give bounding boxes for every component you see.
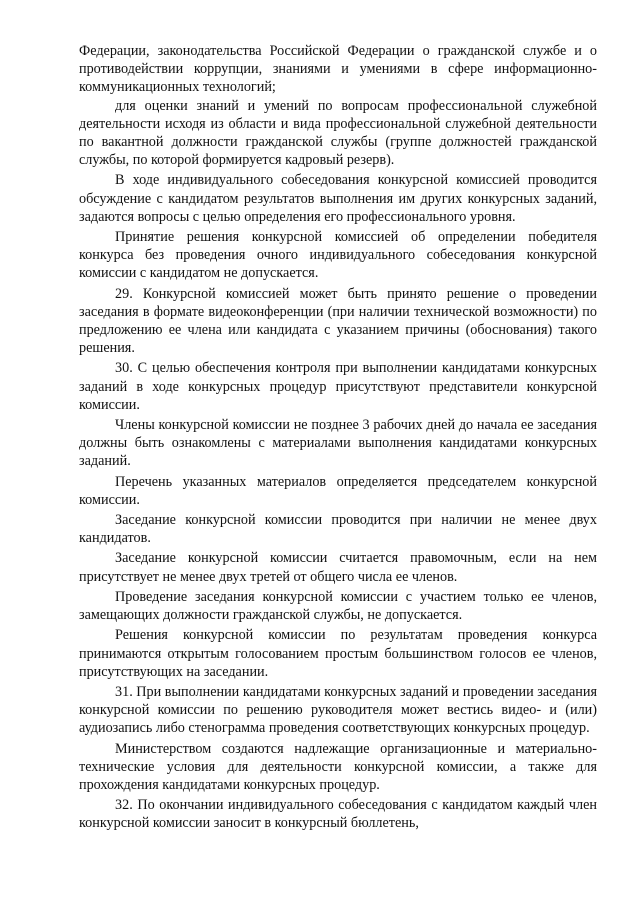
paragraph: Решения конкурсной комиссии по результатам проведения конкурса принимаются открытым голосованием простым большинством голосов ее членов, присутствующих на заседании. (79, 627, 597, 680)
paragraph: Принятие решения конкурсной комиссией об определении победителя конкурса без проведения очного индивидуального собеседования конкурсной комиссии с кандидатом не допускается. (79, 229, 597, 282)
paragraph: Заседание конкурсной комиссии считается правомочным, если на нем присутствует не менее двух третей от общего числа ее членов. (79, 550, 597, 585)
paragraph: 32. По окончании индивидуального собеседования с кандидатом каждый член конкурсной комиссии заносит в конкурсный бюллетень, (79, 797, 597, 832)
paragraph: для оценки знаний и умений по вопросам профессиональной служебной деятельности исходя из области и вида профессиональной служебной деятельности по вакантной должности гражданской службы (группе должностей гражданской службы, по которой формируется кадровый резерв). (79, 97, 597, 169)
paragraph: Федерации, законодательства Российской Федерации о гражданской службе и о противодействии коррупции, знаниями и умениями в сфере информационно-коммуникационных технологий; (79, 43, 597, 96)
paragraph: 29. Конкурсной комиссией может быть принято решение о проведении заседания в формате видеоконференции (при наличии технической возможности) по предложению ее члена или кандидата с указанием причины (обоснования) такого решения. (79, 285, 597, 357)
paragraph: В ходе индивидуального собеседования конкурсной комиссией проводится обсуждение с кандидатом результатов выполнения им других конкурсных заданий, задаются вопросы с целью определения его профессионального уровня. (79, 172, 597, 225)
paragraph: Министерством создаются надлежащие организационные и материально-технические условия для деятельности конкурсной комиссии, а также для прохождения кандидатами конкурсных процедур. (79, 740, 597, 793)
paragraph: Перечень указанных материалов определяется председателем конкурсной комиссии. (79, 473, 597, 508)
paragraph: Заседание конкурсной комиссии проводится при наличии не менее двух кандидатов. (79, 512, 597, 547)
paragraph: 30. С целью обеспечения контроля при выполнении кандидатами конкурсных заданий в ходе конкурсных процедур присутствуют представители конкурсной комиссии. (79, 360, 597, 413)
paragraph: Проведение заседания конкурсной комиссии с участием только ее членов, замещающих должности гражданской службы, не допускается. (79, 588, 597, 624)
paragraph: 31. При выполнении кандидатами конкурсных заданий и проведении заседания конкурсной комиссии по решению руководителя может вестись видео- и (или) аудиозапись либо стенограмма проведения соответствующих конкурсных процедур. (79, 683, 597, 737)
paragraph: Члены конкурсной комиссии не позднее 3 рабочих дней до начала ее заседания должны быть ознакомлены с материалами выполнения кандидатами конкурсных заданий. (79, 417, 597, 470)
